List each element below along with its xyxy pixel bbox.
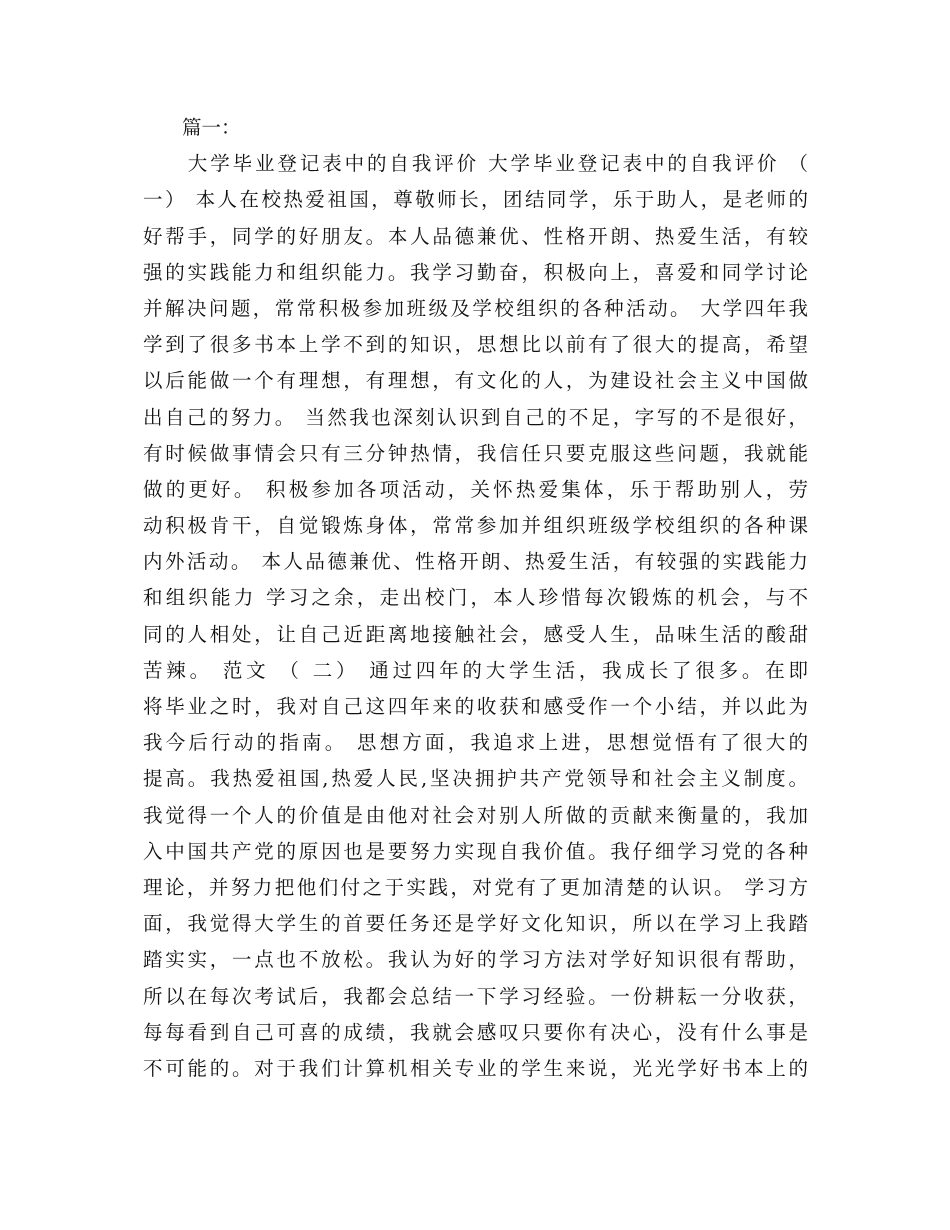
- text-line: 将毕业之时，我对自己这四年来的收获和感受作一个小结，并以此为: [143, 695, 808, 718]
- text-line: 同的人相处，让自己近距离地接触社会，感受人生，品味生活的酸甜: [143, 622, 808, 646]
- text-line: 苦辣。 范文 （ 二） 通过四年的大学生活，我成长了很多。在即: [143, 658, 808, 682]
- text-line: 面，我觉得大学生的首要任务还是学好文化知识，所以在学习上我踏: [143, 912, 808, 936]
- text-line: 我觉得一个人的价值是由他对社会对别人所做的贡献来衡量的，我加: [143, 803, 808, 827]
- text-line: 并解决问题，常常积极参加班级及学校组织的各种活动。 大学四年我: [143, 296, 808, 320]
- text-line: 踏实实，一点也不放松。我认为好的学习方法对学好知识很有帮助，: [143, 948, 808, 972]
- text-line: 入中国共产党的原因也是要努力实现自我价值。我仔细学习党的各种: [143, 839, 808, 863]
- text-line: 强的实践能力和组织能力。我学习勤奋，积极向上，喜爱和同学讨论: [143, 260, 808, 284]
- text-line: 出自己的努力。 当然我也深刻认识到自己的不足，字写的不是很好，: [143, 405, 808, 429]
- text-line: 所以在每次考试后，我都会总结一下学习经验。一份耕耘一分收获，: [143, 984, 808, 1008]
- text-line: 提高。我热爱祖国,热爱人民,坚决拥护共产党领导和社会主义制度。: [143, 767, 808, 791]
- text-line: 大学毕业登记表中的自我评价 大学毕业登记表中的自我评价 （: [143, 152, 808, 176]
- text-line: 理论，并努力把他们付之于实践，对党有了更加清楚的认识。 学习方: [143, 875, 808, 899]
- text-line: 好帮手，同学的好朋友。本人品德兼优、性格开朗、热爱生活，有较: [143, 224, 808, 248]
- text-line: 动积极肯干，自觉锻炼身体，常常参加并组织班级学校组织的各种课: [143, 514, 808, 538]
- text-line: 和组织能力 学习之余，走出校门，本人珍惜每次锻炼的机会，与不: [143, 586, 808, 610]
- text-line: 学到了很多书本上学不到的知识，思想比以前有了很大的提高，希望: [143, 333, 808, 357]
- text-line: 做的更好。 积极参加各项活动，关怀热爱集体，乐于帮助别人，劳: [143, 477, 808, 501]
- text-line: 以后能做一个有理想，有理想，有文化的人，为建设社会主义中国做: [143, 369, 808, 393]
- text-line: 有时候做事情会只有三分钟热情，我信任只要克服这些问题，我就能: [143, 441, 808, 465]
- section-heading: 篇一：: [143, 116, 241, 139]
- text-line: 一） 本人在校热爱祖国，尊敬师长，团结同学，乐于助人，是老师的: [143, 188, 808, 212]
- text-line: 不可能的。对于我们计算机相关专业的学生来说，光光学好书本上的: [143, 1056, 808, 1080]
- text-line: 内外活动。 本人品德兼优、性格开朗、热爱生活，有较强的实践能力: [143, 550, 808, 574]
- text-line: 每每看到自己可喜的成绩，我就会感叹只要你有决心，没有什么事是: [143, 1020, 808, 1044]
- body-text: [143, 110, 808, 1087]
- text-line: 我今后行动的指南。 思想方面，我追求上进，思想觉悟有了很大的: [143, 731, 808, 755]
